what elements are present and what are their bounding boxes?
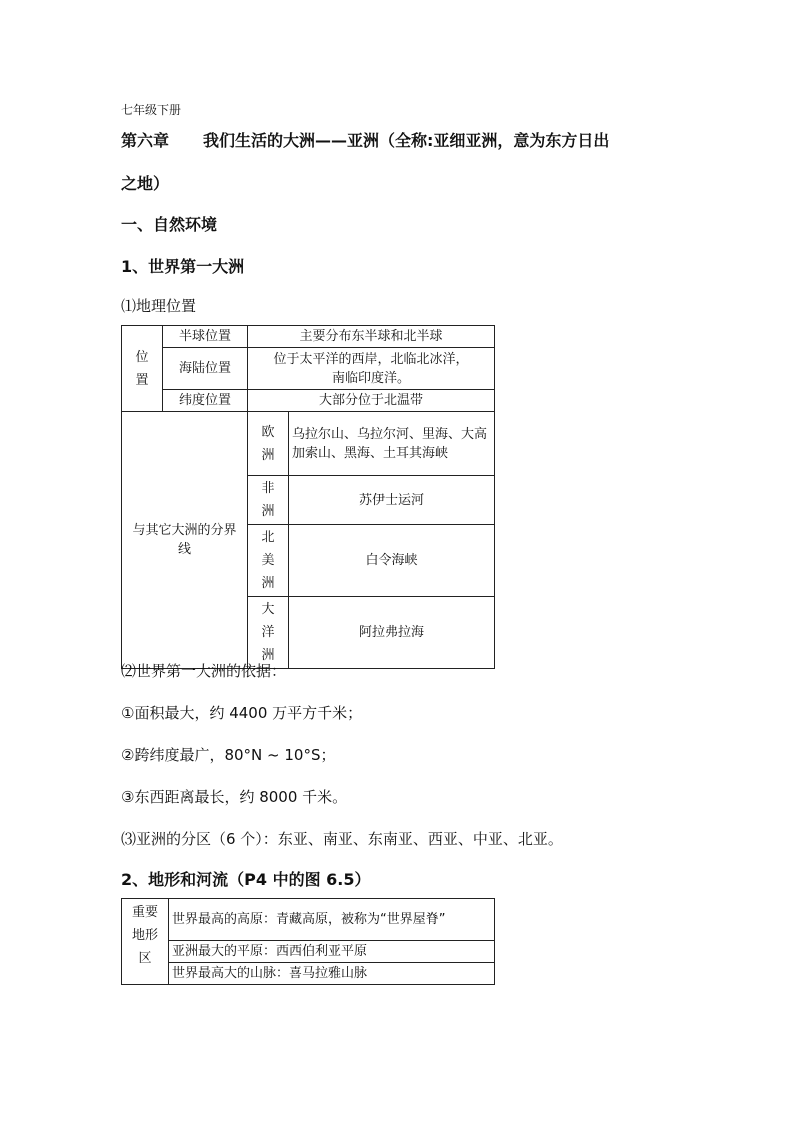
- continent-name: 大洋洲: [261, 602, 275, 663]
- geo-location-table: [121, 325, 495, 669]
- continent-name: 非洲: [261, 481, 275, 519]
- position-label-cell: [122, 326, 163, 412]
- terrain-table: [121, 898, 495, 985]
- terrain-row: 亚洲最大的平原：西西伯利亚平原: [169, 941, 495, 963]
- row-value: 大部分位于北温带: [248, 390, 495, 412]
- geo-location-title: ⑴地理位置: [121, 297, 197, 315]
- section-terrain-rivers: 2、地形和河流（P4 中的图 6.5）: [121, 870, 371, 889]
- boundary-line: 苏伊士运河: [289, 476, 495, 525]
- boundary-line: 乌拉尔山、乌拉尔河、里海、大高加索山、黑海、土耳其海峡: [289, 412, 495, 476]
- terrain-row: 世界最高的高原：青藏高原，被称为“世界屋脊”: [169, 899, 495, 941]
- chapter-title: 我们生活的大洲——亚洲（全称:亚细亚洲，意为东方日出: [203, 131, 610, 150]
- continent-cell: [248, 525, 289, 597]
- boundary-label: 与其它大洲的分界线: [122, 412, 248, 669]
- subsection-largest-continent: 1、世界第一大洲: [121, 257, 245, 276]
- boundary-line: 阿拉弗拉海: [289, 597, 495, 669]
- basis-item: ①面积最大，约 4400 万平方千米；: [121, 704, 363, 722]
- boundary-line: 白令海峡: [289, 525, 495, 597]
- chapter-heading: [121, 128, 609, 151]
- terrain-row: 世界最高大的山脉：喜马拉雅山脉: [169, 963, 495, 985]
- basis-item: ②跨纬度最广，80°N ~ 10°S；: [121, 746, 336, 764]
- chapter-number: 第六章: [121, 131, 170, 150]
- row-label: 海陆位置: [163, 348, 248, 390]
- terrain-label: 重要地形区: [131, 905, 158, 966]
- basis-title: ⑵世界第一大洲的依据：: [121, 662, 287, 680]
- continent-name: 北美洲: [261, 530, 275, 591]
- row-value: 位于太平洋的西岸，北临北冰洋，南临印度洋。: [248, 348, 495, 390]
- row-label: 半球位置: [163, 326, 248, 348]
- position-label: 位置: [135, 349, 149, 388]
- chapter-title-continued: 之地）: [121, 174, 170, 193]
- continent-name: 欧洲: [261, 424, 275, 463]
- regions-text: ⑶亚洲的分区（6 个）：东亚、南亚、东南亚、西亚、中亚、北亚。: [121, 830, 563, 848]
- continent-cell: [248, 412, 289, 476]
- basis-item: ③东西距离最长，约 8000 千米。: [121, 788, 348, 806]
- row-value: 主要分布东半球和北半球: [248, 326, 495, 348]
- continent-cell: [248, 476, 289, 525]
- continent-cell: [248, 597, 289, 669]
- row-label: 纬度位置: [163, 390, 248, 412]
- terrain-label-cell: [122, 899, 169, 985]
- section-natural-environment: 一、自然环境: [121, 215, 218, 234]
- grade-label: 七年级下册: [121, 103, 182, 117]
